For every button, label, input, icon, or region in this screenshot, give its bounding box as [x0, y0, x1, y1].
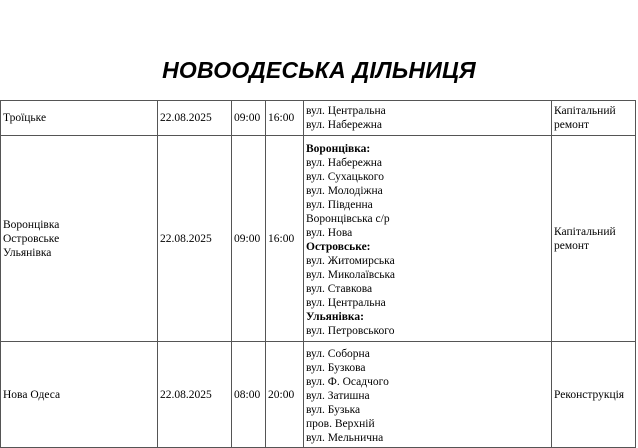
- start-time-cell: 08:00: [232, 342, 266, 448]
- date-cell: 22.08.2025: [158, 101, 232, 136]
- street-line: вул. Бузкова: [306, 362, 366, 374]
- street-line: вул. Мельнична: [306, 432, 384, 444]
- street-line: вул. Миколаївська: [306, 269, 396, 281]
- work-type-line: Капітальний: [554, 105, 616, 117]
- street-line: вул. Житомирська: [306, 255, 395, 267]
- table-row: [1, 136, 636, 342]
- streets-cell: [304, 342, 552, 448]
- streets-cell: [304, 136, 552, 342]
- street-line: вул. Центральна: [306, 105, 386, 117]
- street-line: Воронцівська с/р: [306, 213, 390, 225]
- street-line: вул. Ставкова: [306, 283, 373, 295]
- street-line: вул. Затишна: [306, 390, 370, 402]
- work-type-line: ремонт: [554, 239, 590, 252]
- streets-cell: [304, 101, 552, 136]
- street-line: вул. Бузька: [306, 404, 361, 416]
- end-time-cell: 16:00: [266, 136, 304, 342]
- village-heading: Ульянівка:: [306, 311, 364, 323]
- work-type-line: Капітальний: [554, 225, 616, 238]
- outage-schedule-table: [0, 100, 636, 448]
- street-line: вул. Сухацького: [306, 171, 384, 183]
- work-type-cell: [552, 136, 636, 342]
- work-type-line: Реконструкція: [554, 388, 625, 401]
- street-line: вул. Південна: [306, 199, 373, 211]
- locations-cell: [1, 101, 158, 136]
- street-line: вул. Ф. Осадчого: [306, 376, 389, 388]
- page-title: НОВООДЕСЬКА ДІЛЬНИЦЯ: [162, 57, 476, 83]
- street-line: вул. Набережна: [306, 157, 383, 169]
- village-heading: Воронцівка:: [306, 143, 371, 155]
- locations-cell: [1, 136, 158, 342]
- end-time-cell: 20:00: [266, 342, 304, 448]
- street-line: вул. Набережна: [306, 119, 383, 131]
- table-row: [1, 342, 636, 448]
- work-type-line: ремонт: [554, 119, 590, 131]
- street-line: вул. Центральна: [306, 297, 386, 309]
- location-name: Нова Одеса: [3, 388, 61, 401]
- table-row: [1, 101, 636, 136]
- work-type-cell: [552, 101, 636, 136]
- end-time-cell: 16:00: [266, 101, 304, 136]
- location-name: Троїцьке: [3, 112, 47, 124]
- date-cell: 22.08.2025: [158, 342, 232, 448]
- date-cell: 22.08.2025: [158, 136, 232, 342]
- work-type-cell: [552, 342, 636, 448]
- location-name: Островське: [3, 232, 60, 245]
- street-line: вул. Петровського: [306, 325, 395, 337]
- street-line: вул. Соборна: [306, 348, 370, 360]
- location-name: Ульянівка: [3, 246, 52, 259]
- locations-cell: [1, 342, 158, 448]
- village-heading: Островське:: [306, 241, 371, 253]
- start-time-cell: 09:00: [232, 136, 266, 342]
- location-name: Воронцівка: [3, 218, 60, 231]
- street-line: вул. Нова: [306, 227, 353, 239]
- start-time-cell: 09:00: [232, 101, 266, 136]
- street-line: пров. Верхній: [306, 418, 375, 430]
- street-line: вул. Молодіжна: [306, 185, 383, 197]
